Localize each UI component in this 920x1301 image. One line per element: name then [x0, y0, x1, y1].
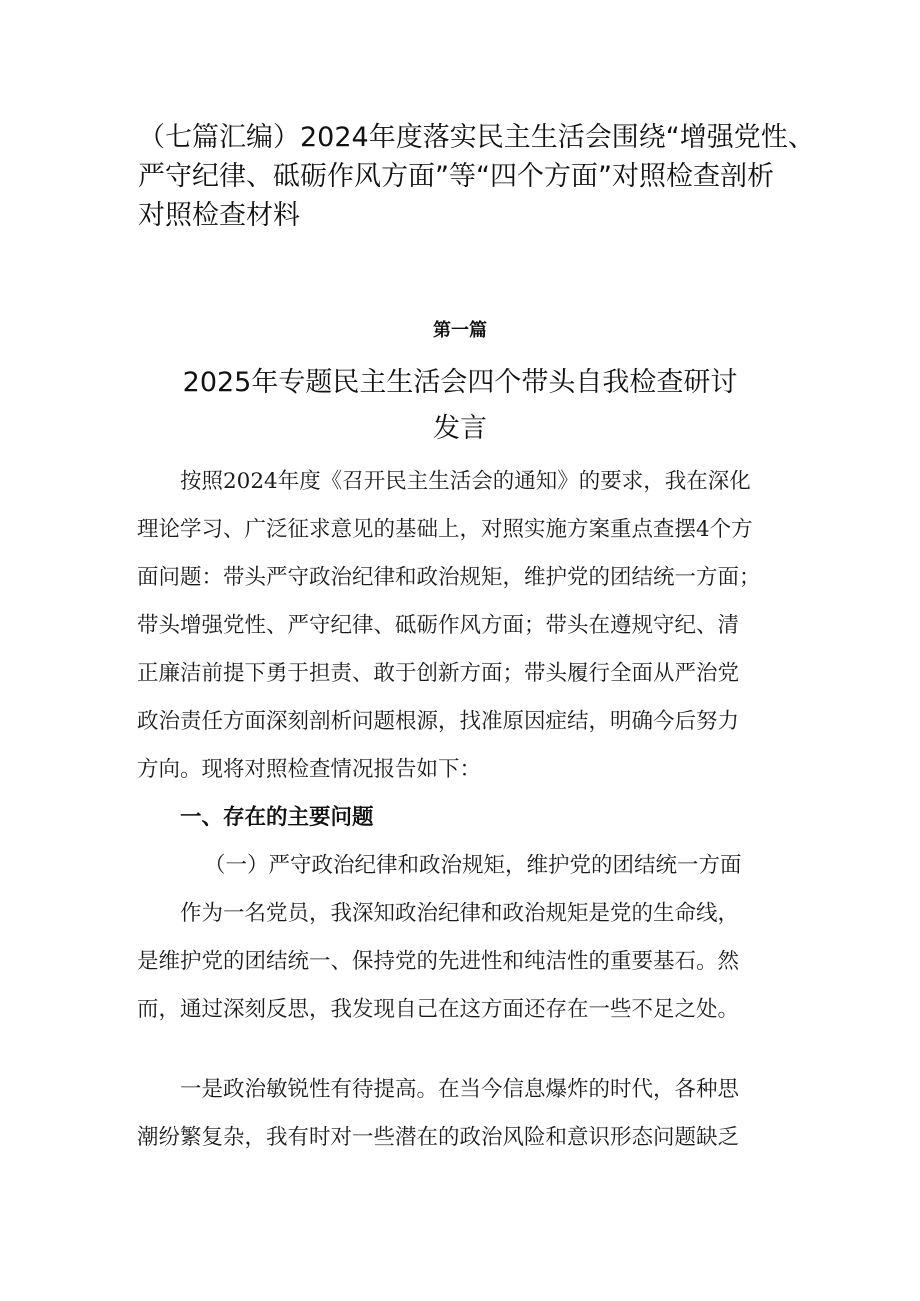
- paragraph-line: 作为一名党员，我深知政治纪律和政治规矩是党的生命线，: [180, 901, 740, 926]
- document-title: [138, 118, 815, 235]
- paragraph-line: 而，通过深刻反思，我发现自己在这方面还存在一些不足之处。: [137, 997, 740, 1022]
- document-title-line: （七篇汇编）2024年度落实民主生活会围绕“增强党性、: [138, 122, 815, 153]
- paragraph-line: 一是政治敏锐性有待提高。在当今信息爆炸的时代，各种思: [180, 1077, 740, 1102]
- document-title-line: 对照检查材料: [138, 200, 300, 231]
- speech-title-line: 发言: [433, 413, 487, 444]
- paragraph-line: 理论学习、广泛征求意见的基础上，对照实施方案重点查摆4个方: [137, 517, 753, 542]
- body-paragraph: [137, 890, 797, 1034]
- paragraph-line: 是维护党的团结统一、保持党的先进性和纯洁性的重要基石。然: [137, 949, 740, 974]
- section-heading: 一、存在的主要问题: [180, 805, 374, 830]
- speech-title: [0, 360, 920, 452]
- paragraph-line: 正廉洁前提下勇于担责、敢于创新方面；带头履行全面从严治党: [137, 661, 740, 686]
- paragraph-line: 方向。现将对照检查情况报告如下：: [137, 757, 482, 782]
- subsection-heading: （一）严守政治纪律和政治规矩，维护党的团结统一方面: [204, 853, 742, 878]
- part-label: 第一篇: [433, 320, 487, 341]
- body-paragraph: [137, 1066, 797, 1162]
- speech-title-line: 2025年专题民主生活会四个带头自我检查研讨: [182, 367, 738, 398]
- paragraph-line: 政治责任方面深刻剖析问题根源，找准原因症结，明确今后努力: [137, 709, 740, 734]
- document-title-line: 严守纪律、砥砺作风方面”等“四个方面”对照检查剖析: [138, 161, 774, 192]
- paragraph-line: 带头增强党性、严守纪律、砥砺作风方面；带头在遵规守纪、清: [137, 613, 740, 638]
- paragraph-line: 面问题：带头严守政治纪律和政治规矩，维护党的团结统一方面；: [137, 565, 761, 590]
- intro-paragraph: [137, 458, 797, 794]
- paragraph-line: 按照2024年度《召开民主生活会的通知》的要求，我在深化: [180, 469, 751, 494]
- paragraph-line: 潮纷繁复杂，我有时对一些潜在的政治风险和意识形态问题缺乏: [137, 1125, 740, 1150]
